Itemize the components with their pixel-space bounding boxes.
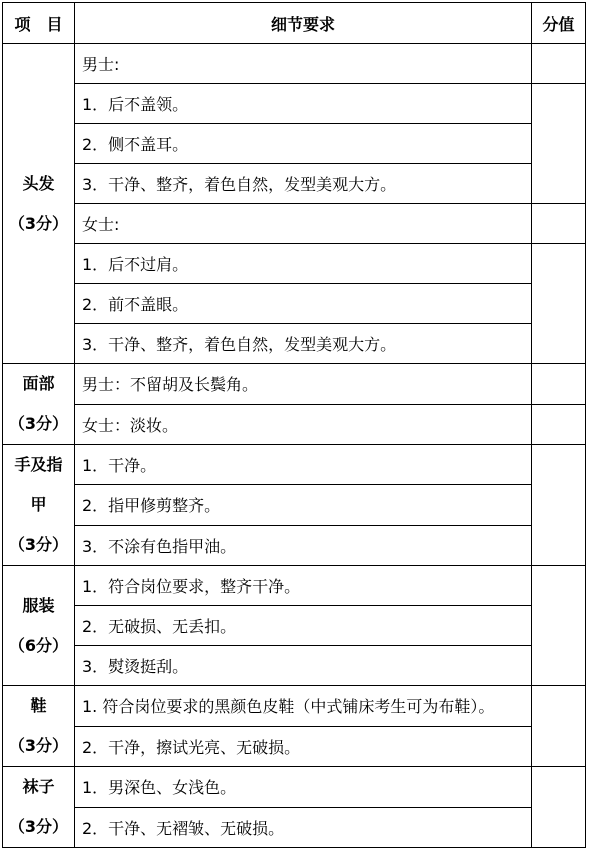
score-cell xyxy=(532,244,586,364)
score-cell xyxy=(532,404,586,445)
detail-cell: 2．干净、无褶皱、无破损。 xyxy=(75,807,532,848)
table-row xyxy=(3,767,586,808)
table-row xyxy=(3,324,586,364)
table-row xyxy=(3,164,586,204)
category-face: 面部 （3分） xyxy=(3,364,75,445)
detail-cell: 1．干净。 xyxy=(75,445,532,485)
table-row xyxy=(3,284,586,324)
category-hands: 手及指 甲 （3分） xyxy=(3,445,75,566)
table-row xyxy=(3,44,586,84)
table-row xyxy=(3,726,586,767)
score-cell xyxy=(532,364,586,405)
header-score: 分值 xyxy=(532,3,586,44)
detail-cell: 女士：淡妆。 xyxy=(75,404,532,445)
category-socks: 袜子 （3分） xyxy=(3,767,75,848)
table-row xyxy=(3,124,586,164)
detail-cell: 男士：不留胡及长鬓角。 xyxy=(75,364,532,405)
detail-cell: 1．男深色、女浅色。 xyxy=(75,767,532,808)
detail-cell: 2．指甲修剪整齐。 xyxy=(75,485,532,525)
table-row xyxy=(3,485,586,525)
table-row xyxy=(3,404,586,445)
detail-cell: 2．干净，擦试光亮、无破损。 xyxy=(75,726,532,767)
header-item: 项 目 xyxy=(3,3,75,44)
detail-cell: 3．干净、整齐，着色自然，发型美观大方。 xyxy=(75,164,532,204)
table-row xyxy=(3,445,586,485)
score-cell xyxy=(532,445,586,566)
detail-cell: 1．符合岗位要求，整齐干净。 xyxy=(75,566,532,606)
score-cell xyxy=(532,84,586,204)
table-row xyxy=(3,646,586,686)
detail-cell: 1. 符合岗位要求的黑颜色皮鞋（中式铺床考生可为布鞋）。 xyxy=(75,686,532,727)
detail-cell: 女士: xyxy=(75,204,532,244)
category-shoes: 鞋 （3分） xyxy=(3,686,75,767)
score-cell xyxy=(532,204,586,244)
score-cell xyxy=(532,767,586,848)
table-row xyxy=(3,686,586,727)
category-hair: 头发 （3分） xyxy=(3,44,75,364)
header-detail: 细节要求 xyxy=(75,3,532,44)
detail-cell: 3．干净、整齐，着色自然，发型美观大方。 xyxy=(75,324,532,364)
detail-cell: 3．不涂有色指甲油。 xyxy=(75,525,532,565)
table-row xyxy=(3,364,586,405)
detail-cell: 2．无破损、无丢扣。 xyxy=(75,606,532,646)
table-row xyxy=(3,244,586,284)
header-row xyxy=(3,3,586,44)
detail-cell: 1．后不盖领。 xyxy=(75,84,532,124)
detail-cell: 男士: xyxy=(75,44,532,84)
detail-cell: 1．后不过肩。 xyxy=(75,244,532,284)
table-row xyxy=(3,807,586,848)
table-row xyxy=(3,606,586,646)
table-row xyxy=(3,525,586,565)
category-clothes: 服装 （6分） xyxy=(3,566,75,686)
table-row xyxy=(3,566,586,606)
score-cell xyxy=(532,566,586,686)
detail-cell: 2．前不盖眼。 xyxy=(75,284,532,324)
detail-cell: 3．熨烫挺刮。 xyxy=(75,646,532,686)
grooming-requirements-table xyxy=(2,2,586,848)
score-cell xyxy=(532,44,586,84)
detail-cell: 2．侧不盖耳。 xyxy=(75,124,532,164)
table-row xyxy=(3,84,586,124)
score-cell xyxy=(532,686,586,767)
table-row xyxy=(3,204,586,244)
